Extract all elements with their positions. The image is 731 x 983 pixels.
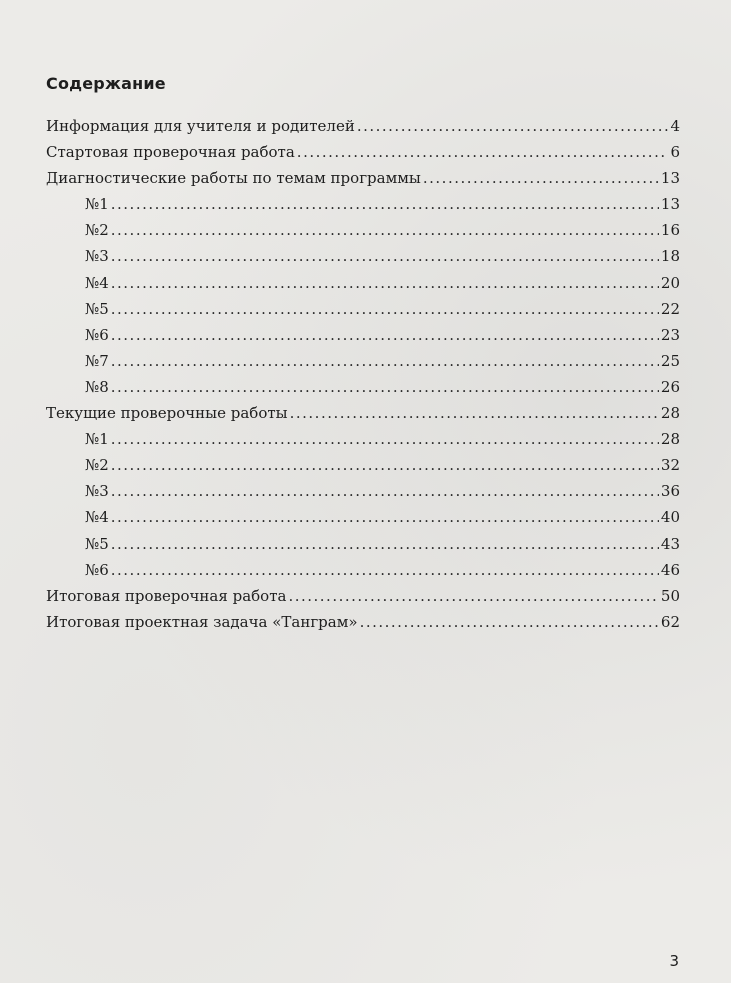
- dot-leader: [111, 561, 659, 579]
- page-number: 3: [669, 952, 679, 970]
- toc-entry-page: 43: [660, 534, 680, 553]
- toc-entry-title: №5: [85, 534, 109, 553]
- toc-entry-page: 26: [660, 377, 680, 396]
- toc-entry-title: №3: [85, 482, 109, 501]
- toc-entry: [46, 404, 680, 430]
- toc-entry: [46, 613, 680, 639]
- table-of-contents: [46, 117, 680, 639]
- toc-subentry: [46, 195, 680, 221]
- toc-entry-title: №6: [85, 560, 109, 579]
- toc-subentry: [46, 508, 680, 534]
- toc-entry-page: 18: [660, 247, 680, 266]
- dot-leader: [111, 508, 659, 526]
- dot-leader: [111, 300, 659, 318]
- toc-entry-title: №7: [85, 351, 109, 370]
- toc-entry-title: №5: [85, 299, 109, 318]
- toc-entry-title: №1: [85, 430, 109, 449]
- dot-leader: [111, 535, 659, 553]
- toc-entry-title: Текущие проверочные работы: [46, 404, 288, 423]
- toc-entry-page: 50: [660, 586, 680, 605]
- dot-leader: [288, 587, 658, 605]
- toc-entry-page: 32: [660, 456, 680, 475]
- toc-entry-title: Информация для учителя и родителей: [46, 117, 355, 135]
- toc-subentry: [46, 561, 680, 587]
- toc-subentry: [46, 326, 680, 352]
- toc-entry: [46, 117, 680, 143]
- toc-entry-title: Итоговая проверочная работа: [46, 586, 287, 605]
- toc-entry-page: 62: [660, 612, 680, 631]
- toc-entry-page: 46: [660, 560, 680, 579]
- dot-leader: [111, 430, 659, 448]
- dot-leader: [357, 117, 669, 135]
- toc-subentry: [46, 378, 680, 404]
- toc-entry-title: №2: [85, 221, 109, 240]
- toc-subentry: [46, 456, 680, 482]
- toc-subentry: [46, 247, 680, 273]
- toc-subentry: [46, 300, 680, 326]
- toc-subentry: [46, 221, 680, 247]
- toc-entry-title: №6: [85, 325, 109, 344]
- toc-entry-page: 20: [660, 273, 680, 292]
- dot-leader: [297, 143, 669, 161]
- dot-leader: [111, 221, 659, 239]
- dot-leader: [111, 274, 659, 292]
- toc-entry-title: Диагностические работы по темам программы: [46, 169, 421, 188]
- dot-leader: [111, 195, 659, 213]
- toc-entry-title: №2: [85, 456, 109, 475]
- toc-entry-title: Стартовая проверочная работа: [46, 143, 295, 162]
- dot-leader: [423, 169, 659, 187]
- toc-entry-page: 16: [660, 221, 680, 240]
- toc-subentry: [46, 274, 680, 300]
- toc-entry-page: 22: [660, 299, 680, 318]
- toc-entry-page: 28: [660, 404, 680, 423]
- toc-entry-title: №1: [85, 195, 109, 214]
- dot-leader: [111, 482, 659, 500]
- dot-leader: [111, 352, 659, 370]
- toc-subentry: [46, 535, 680, 561]
- page-title: Содержание: [46, 74, 166, 93]
- toc-entry-page: 13: [660, 195, 680, 214]
- toc-subentry: [46, 352, 680, 378]
- toc-entry: [46, 169, 680, 195]
- toc-entry-title: №3: [85, 247, 109, 266]
- dot-leader: [290, 404, 659, 422]
- dot-leader: [360, 613, 659, 631]
- toc-entry-page: 13: [660, 169, 680, 188]
- toc-entry-title: №8: [85, 377, 109, 396]
- toc-entry-page: 23: [660, 325, 680, 344]
- toc-entry-title: №4: [85, 508, 109, 527]
- toc-entry: [46, 143, 680, 169]
- toc-entry-title: Итоговая проектная задача «Танграм»: [46, 612, 358, 631]
- dot-leader: [111, 326, 659, 344]
- toc-entry: [46, 587, 680, 613]
- toc-entry-page: 40: [660, 508, 680, 527]
- dot-leader: [111, 456, 659, 474]
- dot-leader: [111, 378, 659, 396]
- toc-entry-page: 36: [660, 482, 680, 501]
- toc-entry-page: 25: [660, 351, 680, 370]
- toc-entry-page: 6: [670, 143, 680, 162]
- dot-leader: [111, 247, 659, 265]
- toc-subentry: [46, 482, 680, 508]
- toc-entry-page: 28: [660, 430, 680, 449]
- toc-subentry: [46, 430, 680, 456]
- toc-entry-title: №4: [85, 273, 109, 292]
- toc-entry-page: 4: [670, 117, 680, 135]
